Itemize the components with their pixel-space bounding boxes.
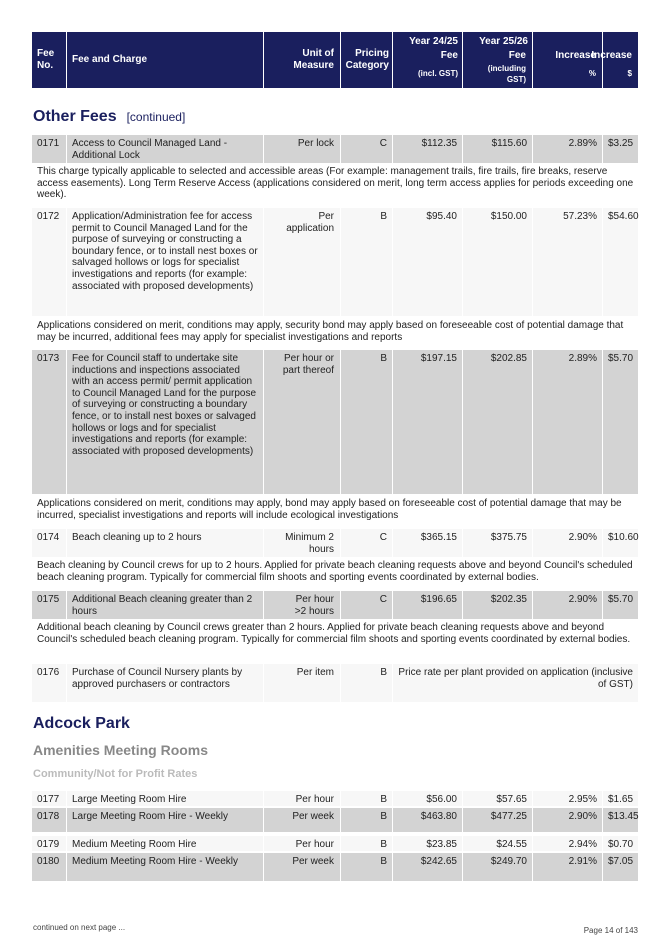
increase-pct-cell: 2.95%	[533, 791, 602, 806]
fee-name-cell: Application/Administration fee for access permit to Council Managed Land for the purpose of surveying or constructing a boundary fence, or to install nest boxes or salvaged hollows or logs for specialist investigations and reports (for example: associated with proposed developments)	[67, 208, 263, 316]
col-fee-no	[32, 32, 66, 88]
col-fee-and-charge	[67, 32, 263, 88]
category-cell: C	[341, 529, 392, 557]
increase-amt-cell: $0.70	[603, 836, 638, 851]
fee-2425-cell: $242.65	[393, 853, 462, 881]
increase-amt-cell: $10.60	[603, 529, 638, 557]
section-title-other-fees	[33, 108, 185, 126]
fee-2526-cell: $375.75	[463, 529, 532, 557]
col-category	[341, 32, 392, 88]
fee-name-cell: Large Meeting Room Hire	[67, 791, 263, 806]
table-row	[32, 350, 638, 494]
col-year2-sub: (including GST)	[487, 64, 526, 84]
unit-cell: Per application	[264, 208, 340, 316]
increase-pct-cell: 2.89%	[533, 135, 602, 163]
fee-number-cell: 0180	[32, 853, 66, 881]
fee-2526-cell: $202.85	[463, 350, 532, 494]
col-fee-no-label: Fee No.	[37, 48, 55, 71]
footer-continued: continued on next page ...	[33, 923, 126, 932]
unit-cell: Per hour	[264, 836, 340, 851]
fee-2526-cell: $24.55	[463, 836, 532, 851]
continued-label: [continued]	[126, 110, 186, 124]
increase-amt-cell: $7.05	[603, 853, 638, 881]
category-cell: B	[341, 836, 392, 851]
category-cell: B	[341, 853, 392, 881]
table-row	[32, 664, 638, 702]
increase-amt-cell: $13.45	[603, 808, 638, 832]
col-increase-amt-main	[591, 32, 638, 88]
other-fees-title: Other Fees	[33, 108, 117, 125]
table-row	[32, 853, 638, 881]
table-row	[32, 591, 638, 619]
col-year1-fee: Fee	[440, 50, 458, 61]
increase-pct-cell: 2.91%	[533, 853, 602, 881]
col-year1-label: Year 24/25	[409, 36, 458, 47]
unit-cell: Minimum 2 hours	[264, 529, 340, 557]
fee-2425-cell: $197.15	[393, 350, 462, 494]
category-cell: B	[341, 791, 392, 806]
fee-2425-cell: $23.85	[393, 836, 462, 851]
unit-cell: Per week	[264, 853, 340, 881]
fee-number-cell: 0172	[32, 208, 66, 316]
table-row	[32, 791, 638, 806]
fee-2526-cell: $115.60	[463, 135, 532, 163]
fee-number-cell: 0176	[32, 664, 66, 702]
fee-number-cell: 0171	[32, 135, 66, 163]
col-unit	[264, 32, 340, 88]
fee-number-cell: 0179	[32, 836, 66, 851]
fee-number-cell: 0173	[32, 350, 66, 494]
fee-number-cell: 0174	[32, 529, 66, 557]
fee-note: This charge typically applicable to selected and accessible areas (For example: management trails, fire trails, fire breaks, reserve access easements). Long Term Reserve Access (applications considered on merit, long term access applies for periods exceeding one week).	[37, 166, 634, 201]
increase-amt-cell: $1.65	[603, 791, 638, 806]
increase-pct-cell: 2.90%	[533, 591, 602, 619]
increase-pct-cell: 2.90%	[533, 529, 602, 557]
fee-name-cell: Large Meeting Room Hire - Weekly	[67, 808, 263, 832]
fee-2526-cell: $57.65	[463, 791, 532, 806]
increase-amt-cell: $54.60	[603, 208, 638, 316]
col-year1-sub: (incl. GST)	[418, 69, 458, 78]
increase-amt-cell: $5.70	[603, 591, 638, 619]
footer-page-number: Page 14 of 143	[583, 926, 638, 935]
unit-cell: Per lock	[264, 135, 340, 163]
col-year2-label: Year 25/26	[479, 36, 528, 47]
fee-name-cell: Fee for Council staff to undertake site inductions and inspections associated with an access permit/ permit application to Council Managed Land for the purpose of surveying or constructing a boundary fence, or to install nest boxes or salvaged hollows or logs and for specialist investigations and reports (for example: associated with proposed developments)	[67, 350, 263, 494]
increase-amt-cell: $3.25	[603, 135, 638, 163]
subsubsection-title-community: Community/Not for Profit Rates	[33, 768, 198, 780]
fee-2425-cell: $196.65	[393, 591, 462, 619]
col-year2	[463, 32, 532, 88]
unit-cell: Per hour >2 hours	[264, 591, 340, 619]
fee-2425-cell: $95.40	[393, 208, 462, 316]
fee-2425-cell: $112.35	[393, 135, 462, 163]
table-row	[32, 808, 638, 832]
fee-2526-cell: $249.70	[463, 853, 532, 881]
fee-name-cell: Purchase of Council Nursery plants by approved purchasers or contractors	[67, 664, 263, 702]
fee-number-cell: 0177	[32, 791, 66, 806]
table-row	[32, 208, 638, 316]
price-on-application-cell: Price rate per plant provided on application (inclusive of GST)	[393, 664, 638, 702]
fee-2425-cell: $56.00	[393, 791, 462, 806]
col-increase-pct-sym: %	[588, 69, 596, 78]
table-header	[32, 32, 638, 88]
fee-2425-cell: $463.80	[393, 808, 462, 832]
category-cell: B	[341, 350, 392, 494]
category-cell: B	[341, 808, 392, 832]
fee-name-cell: Medium Meeting Room Hire	[67, 836, 263, 851]
fee-name-cell: Additional Beach cleaning greater than 2 hours	[67, 591, 263, 619]
col-year1	[393, 32, 462, 88]
category-cell: B	[341, 664, 392, 702]
unit-cell: Per hour	[264, 791, 340, 806]
col-increase-pct-label: Increase	[555, 50, 596, 61]
increase-pct-cell: 57.23%	[533, 208, 602, 316]
increase-pct-cell: 2.90%	[533, 808, 602, 832]
fee-note: Applications considered on merit, conditions may apply, bond may apply based on foreseeable cost of potential damage that may be incurred, specialist investigations and reports will include ecological investigations	[37, 498, 622, 521]
fee-name-cell: Medium Meeting Room Hire - Weekly	[67, 853, 263, 881]
category-cell: C	[341, 591, 392, 619]
fee-number-cell: 0175	[32, 591, 66, 619]
fee-note: Beach cleaning by Council crews for up to 2 hours. Applied for private beach cleaning requests above and beyond Council's scheduled beach cleaning program. Typically for commercial film shoots and sporting events coordinated by external bodies.	[37, 560, 633, 583]
table-row	[32, 135, 638, 163]
increase-pct-cell: 2.89%	[533, 350, 602, 494]
col-category-label: Pricing Category	[345, 48, 389, 71]
col-increase-amt-sym: $	[627, 69, 632, 78]
fee-note: Applications considered on merit, conditions may apply, security bond may apply based on foreseeable cost of potential damage that may be incurred, additional fees may apply for specialist investigations and reports	[37, 320, 624, 343]
table-row	[32, 529, 638, 557]
unit-cell: Per hour or part thereof	[264, 350, 340, 494]
fee-2425-cell: $365.15	[393, 529, 462, 557]
col-unit-label: Unit of Measure	[293, 48, 334, 71]
subsection-title-amenities: Amenities Meeting Rooms	[33, 742, 209, 758]
fee-note: Additional beach cleaning by Council crews greater than 2 hours. Applied for private beach cleaning requests above and beyond Council's scheduled beach cleaning program. Typically for commercial film shoots and sporting events coordinated by external bodies.	[37, 622, 631, 645]
increase-pct-cell: 2.94%	[533, 836, 602, 851]
category-cell: B	[341, 208, 392, 316]
section-title-adcock-park: Adcock Park	[33, 715, 130, 732]
unit-cell: Per item	[264, 664, 340, 702]
fee-number-cell: 0178	[32, 808, 66, 832]
col-year2-fee: Fee	[508, 50, 526, 61]
fee-2526-cell: $477.25	[463, 808, 532, 832]
col-fee-and-charge-label: Fee and Charge	[72, 54, 148, 65]
col-increase-amt-label: Increase	[591, 50, 632, 61]
fee-name-cell: Access to Council Managed Land - Additional Lock	[67, 135, 263, 163]
increase-amt-cell: $5.70	[603, 350, 638, 494]
fee-2526-cell: $150.00	[463, 208, 532, 316]
table-row	[32, 836, 638, 851]
category-cell: C	[341, 135, 392, 163]
fee-name-cell: Beach cleaning up to 2 hours	[67, 529, 263, 557]
fee-2526-cell: $202.35	[463, 591, 532, 619]
unit-cell: Per week	[264, 808, 340, 832]
